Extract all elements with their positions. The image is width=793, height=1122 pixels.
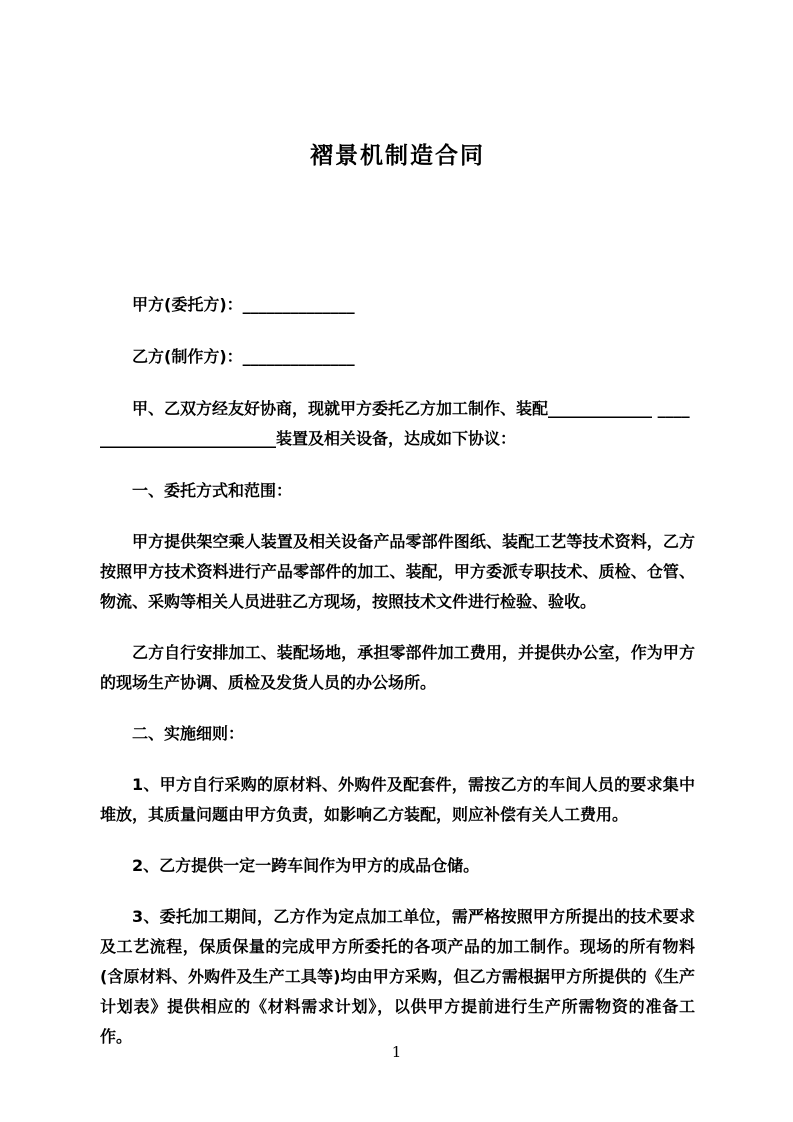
section-2-paragraph-1: 1、甲方自行采购的原材料、外购件及配套件，需按乙方的车间人员的要求集中堆放，其质量问题由甲方负责，如影响乙方装配，则应补偿有关人工费用。 [100, 775, 695, 824]
document-title: 褶景机制造合同 [310, 143, 485, 169]
section-2-heading: 二、实施细则： [132, 724, 245, 743]
party-a-label: 甲方(委托方)： [132, 295, 243, 314]
section-1-paragraph-2: 乙方自行安排加工、装配场地，承担零部件加工费用，并提供办公室，作为甲方的现场生产协调、质检及发货人员的办公场所。 [100, 643, 695, 692]
intro-line-2: ______________________装置及相关设备，达成如下协议： [100, 429, 517, 448]
section-2-paragraph-2: 2、乙方提供一定一跨车间作为甲方的成品仓储。 [132, 856, 480, 875]
section-1-heading: 一、委托方式和范围： [132, 481, 293, 500]
party-a-blank: ______________ [242, 295, 355, 314]
party-b-label: 乙方(制作方)： [132, 347, 243, 366]
party-b-line [100, 342, 695, 372]
party-b-blank: ______________ [242, 347, 355, 366]
section-2-paragraph-3: 3、委托加工期间，乙方作为定点加工单位，需严格按照甲方所提出的技术要求及工艺流程，保质保量的完成甲方所委托的各项产品的加工制作。现场的所有物料(含原材料、外购件及生产工具等)均由甲方采购，但乙方需根据甲方所提供的《生产计划表》提供相应的《材料需求计划》，以供甲方提前进行生产所需物资的准备工作。 [100, 907, 695, 1046]
page-number: 1 [391, 1043, 402, 1061]
intro-line-1: 甲、乙双方经友好协商，现就甲方委托乙方加工制作、装配_____________ ____ [132, 399, 690, 418]
party-a-line [100, 290, 695, 320]
section-1-paragraph-1: 甲方提供架空乘人装置及相关设备产品零部件图纸、装配工艺等技术资料，乙方按照甲方技术资料进行产品零部件的加工、装配，甲方委派专职技术、质检、仓管、物流、采购等相关人员进驻乙方现场，按照技术文件进行检验、验收。 [100, 532, 695, 611]
